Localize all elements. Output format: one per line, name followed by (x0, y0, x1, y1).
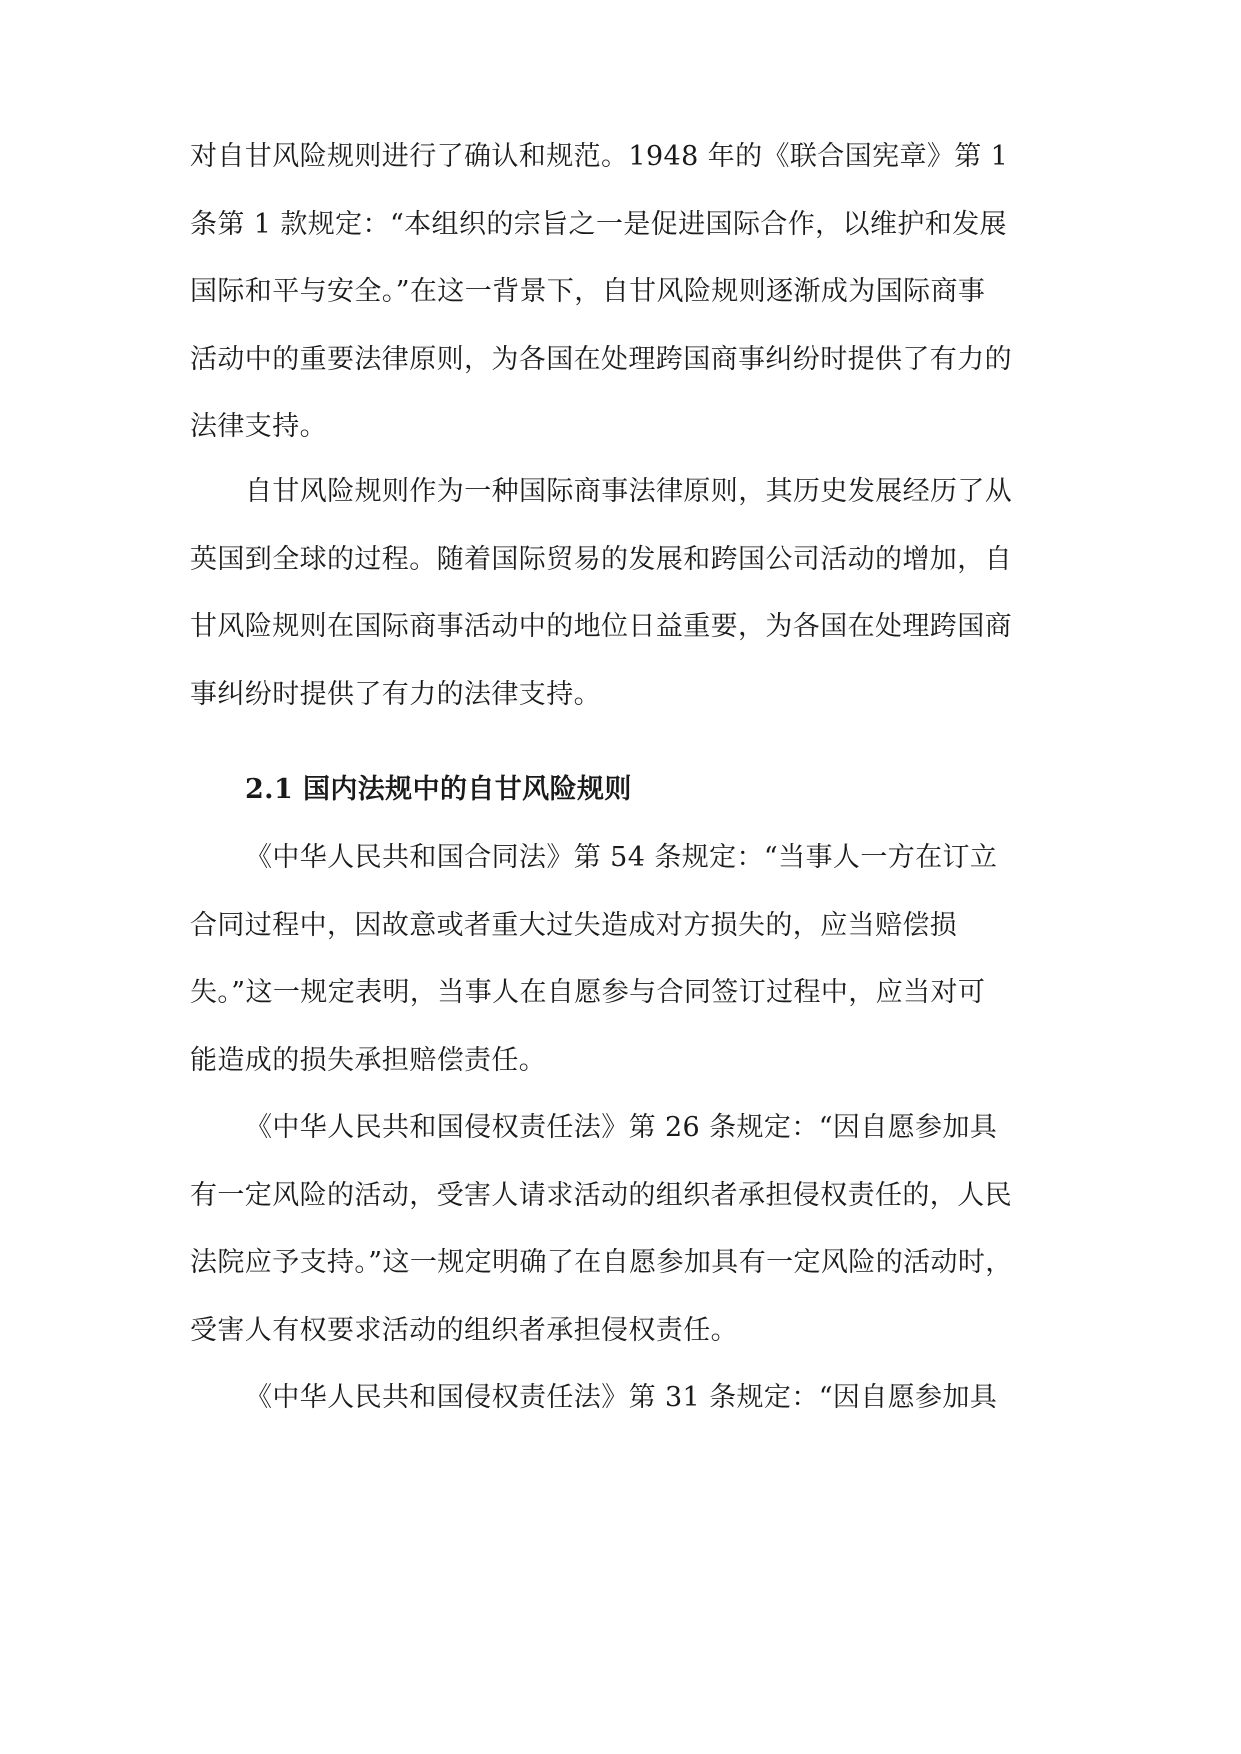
text-line: 受害人有权要求活动的组织者承担侵权责任。 (190, 1314, 738, 1346)
text-line: 法院应予支持。”这一规定明确了在自愿参加具有一定风险的活动时， (190, 1247, 1013, 1278)
text-line: 《中华人民共和国侵权责任法》第 31 条规定：“因自愿参加具 (245, 1382, 998, 1413)
text-line: 失。”这一规定表明，当事人在自愿参与合同签订过程中，应当对可 (190, 977, 986, 1008)
text-line: 《中华人民共和国合同法》第 54 条规定：“当事人一方在订立 (245, 842, 998, 873)
text-line: 事纠纷时提供了有力的法律支持。 (190, 678, 601, 710)
text-line: 英国到全球的过程。随着国际贸易的发展和跨国公司活动的增加，自 (190, 543, 1012, 575)
text-line: 甘风险规则在国际商事活动中的地位日益重要，为各国在处理跨国商 (190, 611, 1012, 642)
paragraph-history (190, 458, 1060, 728)
paragraph-tort-law-26 (190, 1094, 1060, 1364)
paragraph-tort-law-31 (190, 1364, 1060, 1432)
text-line: 国际和平与安全。”在这一背景下，自甘风险规则逐渐成为国际商事 (190, 276, 986, 307)
text-line: 对自甘风险规则进行了确认和规范。1948 年的《联合国宪章》第 1 (190, 141, 1009, 172)
text-line: 法律支持。 (190, 411, 327, 442)
paragraph-continuation (190, 123, 1060, 461)
text-line: 自甘风险规则作为一种国际商事法律原则，其历史发展经历了从 (245, 476, 1013, 507)
text-line: 合同过程中，因故意或者重大过失造成对方损失的，应当赔偿损 (190, 909, 958, 941)
text-line: 有一定风险的活动，受害人请求活动的组织者承担侵权责任的，人民 (190, 1179, 1012, 1211)
text-line: 《中华人民共和国侵权责任法》第 26 条规定：“因自愿参加具 (245, 1112, 998, 1143)
text-line: 条第 1 款规定：“本组织的宗旨之一是促进国际合作，以维护和发展 (190, 208, 1007, 240)
text-line: 活动中的重要法律原则，为各国在处理跨国商事纠纷时提供了有力的 (190, 343, 1012, 375)
section-heading: 2.1 国内法规中的自甘风险规则 (245, 774, 632, 805)
text-line: 能造成的损失承担赔偿责任。 (190, 1044, 547, 1076)
paragraph-contract-law (190, 824, 1060, 1094)
